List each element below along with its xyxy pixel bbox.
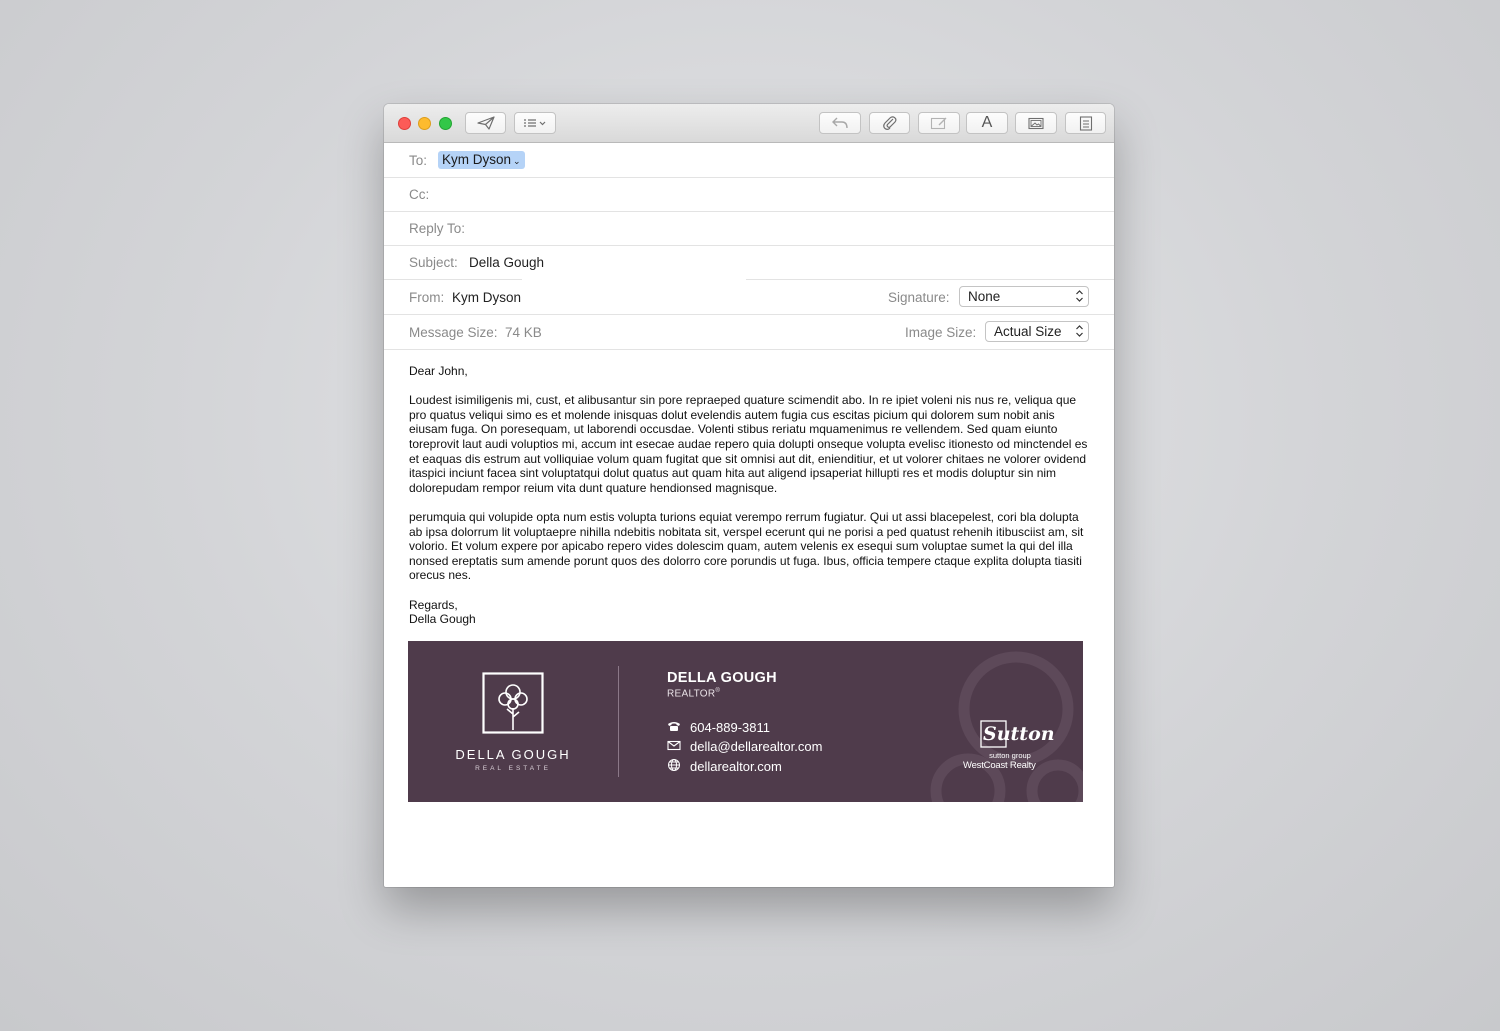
phone-number[interactable]: 604-889-3811 (690, 720, 770, 735)
reply-to-label: Reply To: (409, 221, 466, 236)
minimize-window-button[interactable] (418, 117, 431, 130)
logo-text: DELLA GOUGH (455, 747, 571, 762)
contact-email (667, 739, 822, 754)
reply-icon (831, 116, 849, 130)
subject-field[interactable]: Della Gough (469, 255, 545, 270)
to-row (384, 143, 1114, 178)
image-size-select-value: Actual Size (994, 324, 1062, 339)
reply-button[interactable] (819, 112, 861, 134)
message-body[interactable] (409, 364, 1093, 627)
contact-website (667, 758, 782, 775)
from-label: From: (409, 290, 445, 305)
header-fields-icon (522, 117, 548, 129)
greeting: Dear John, (409, 364, 468, 378)
photo-browser-icon (1028, 117, 1044, 130)
zoom-window-button[interactable] (439, 117, 452, 130)
cc-label: Cc: (409, 187, 430, 202)
phone-icon (667, 720, 690, 735)
attach-button[interactable] (869, 112, 910, 134)
contact-phone (667, 720, 770, 735)
header-fields-button[interactable] (514, 112, 556, 134)
closing: Regards, (409, 597, 458, 612)
envelope-icon (667, 739, 690, 754)
signature-select[interactable] (959, 286, 1089, 307)
globe-icon (667, 758, 690, 775)
sender-name: Della Gough (409, 612, 476, 627)
markup-icon (930, 116, 948, 130)
stationery-button[interactable] (1065, 112, 1106, 134)
fonts-icon: A (981, 114, 993, 131)
select-arrows-icon (1075, 289, 1084, 308)
registered-mark: ® (715, 688, 721, 694)
brokerage-name: WestCoast Realty (963, 760, 1036, 771)
from-value[interactable]: Kym Dyson (452, 290, 522, 305)
cc-row[interactable] (384, 177, 1114, 212)
agent-title (667, 688, 720, 699)
send-icon (477, 116, 495, 130)
body-paragraph: Loudest isimiligenis mi, cust, et alibusantur sin pore repraeped quature scimendit abo. In re ipiet voleni nis nus re, veliqua que pro quatus veliqui simo es et molende inisquas dolut evelendis autem fugia cus escitas picium qui dolorem sum nobit anis eiusam fuga. On poresequam, ut laborendi occusdae. Volenti stibus reriatu mquamenimus re vellendem. Sed quam eiunto toreprovit laut audi voluptios mi, accum int esecae audae repero quia dolupti onseque volupta evelisc itionesto od minctendel es et eaquas dis estrum aut volliquiae volum quam fugitat que sit omnisi aut dit, enienditiur, et ut volorer chitaes ne volorer ovidend itaspici inciunt facea sint voluptatqui dolut quatus aut quam hita aut aligend ipsaperiat hillupti res et modis doluptur sin nim dolorepudam rempor reium vita dunt quature hendionsed magnisque. (409, 393, 1088, 495)
mail-compose-window (384, 104, 1114, 887)
agent-name: DELLA GOUGH (667, 670, 777, 686)
subject-row[interactable] (384, 245, 1114, 279)
signature-label: Signature: (888, 290, 950, 305)
to-recipient-name: Kym Dyson (442, 152, 512, 167)
image-size-label: Image Size: (905, 325, 977, 340)
email-address[interactable]: della@dellarealtor.com (690, 739, 823, 754)
markup-button[interactable] (918, 112, 960, 134)
image-size-select[interactable] (985, 321, 1089, 342)
reply-to-row[interactable] (384, 211, 1114, 246)
signature-divider (618, 666, 619, 777)
email-signature-card (408, 641, 1083, 802)
message-size-row (384, 315, 1114, 350)
chevron-down-icon: ⌄ (513, 156, 521, 166)
photo-browser-button[interactable] (1015, 112, 1057, 134)
logo-subtext: REAL ESTATE (475, 765, 551, 772)
fonts-button[interactable] (966, 112, 1008, 134)
website-url[interactable]: dellarealtor.com (690, 759, 782, 774)
send-button[interactable] (465, 112, 506, 134)
close-window-button[interactable] (398, 117, 411, 130)
select-arrows-icon (1075, 324, 1084, 343)
brokerage-group: sutton group (989, 751, 1031, 760)
sutton-logo-word: Sutton (983, 723, 1055, 745)
message-size-label: Message Size: (409, 325, 498, 340)
agent-title-text: REALTOR (667, 688, 716, 700)
from-row (384, 280, 1114, 315)
stationery-icon (1079, 116, 1093, 131)
tree-logo-icon (482, 672, 544, 734)
subject-label: Subject: (409, 255, 458, 270)
message-size-value: 74 KB (505, 325, 542, 340)
signature-select-value: None (968, 289, 1001, 304)
body-paragraph: perumquia qui volupide opta num estis volupta turions equiat verempo rerrum fugiatur. Qui ut assi blacepelest, cori bla dolupta ab ipsa dolorrum lit voluptaepre nihilla ndebitis nobitata sit, verspel ecerunt qui ne porisi a ped quatust rehenih itibusciist am, sit volorio. Et volum expere por apicabo repero vides dolescim quam, autem velenis ex esequi sum voluptae sumet la qui del illa nonsed ereptatis sum amende porunt quos des dolorro core porundis ut fuga. Ibus, officia tempere ctaque explita dolupta tiasiti orecus nes. (409, 509, 1084, 583)
attachment-icon (882, 115, 898, 131)
to-label: To: (409, 153, 428, 168)
title-bar (384, 104, 1114, 143)
to-recipient-token[interactable] (438, 151, 525, 169)
